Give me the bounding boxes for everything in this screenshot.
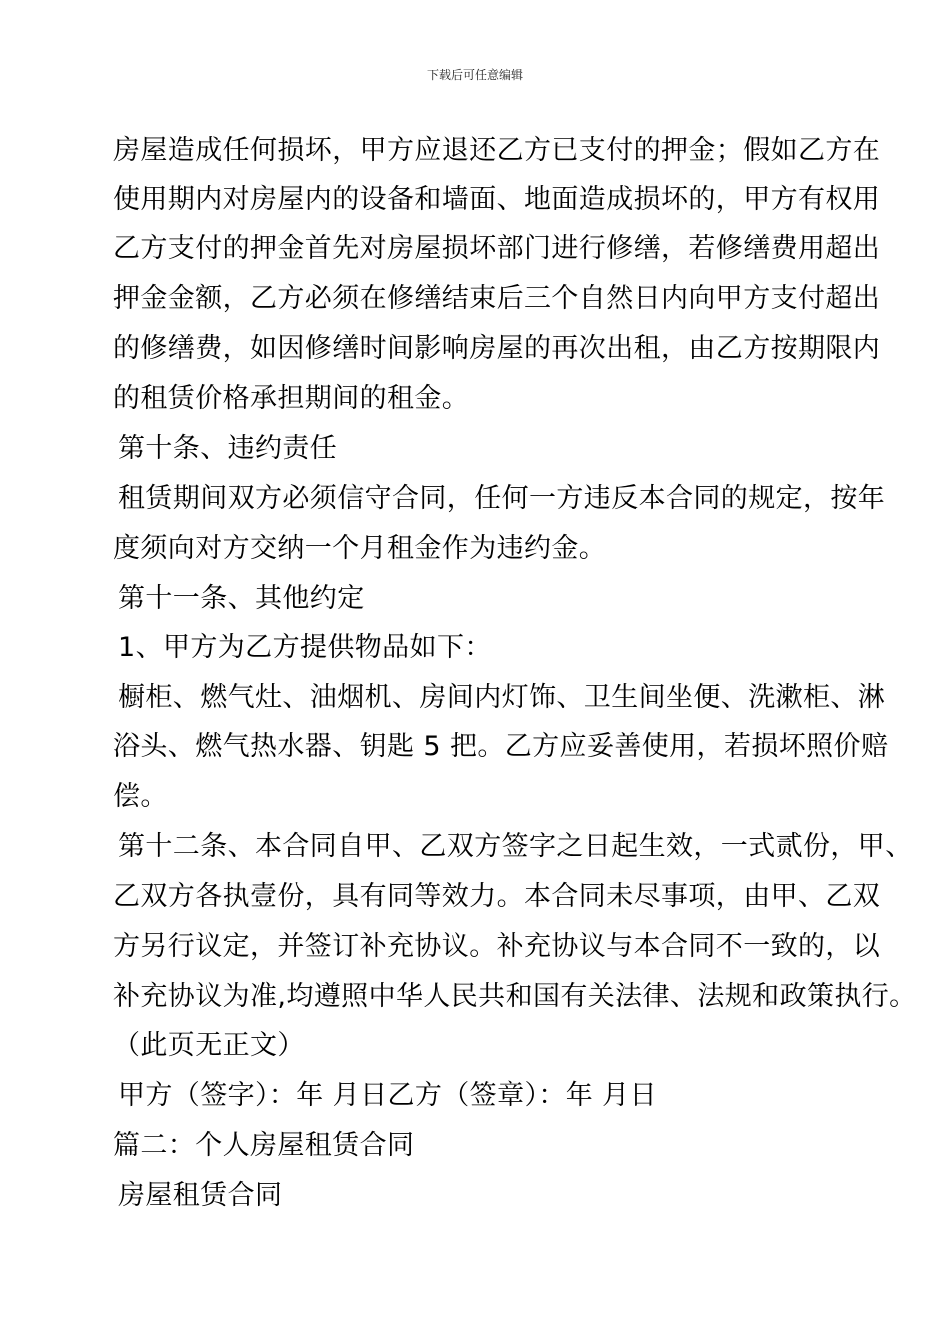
page-header: 下载后可任意编辑 (426, 68, 523, 82)
body-line: 使用期内对房屋内的设备和墙面、地面造成损坏的，甲方有权用 (113, 184, 881, 215)
body-line: 租赁期间双方必须信守合同，任何一方违反本合同的规定，按年 (118, 483, 886, 514)
body-line: 补充协议为准,均遵照中华人民共和国有关法律、法规和政策执行。 (113, 981, 917, 1012)
body-line: 押金金额，乙方必须在修缮结束后三个自然日内向甲方支付超出 (113, 283, 881, 314)
body-line: 方另行议定，并签订补充协议。补充协议与本合同不一致的，以 (113, 931, 881, 962)
document-title: 房屋租赁合同 (118, 1180, 283, 1211)
signature-line: 甲方（签字）：年 月日乙方（签章）：年 月日 (118, 1080, 657, 1111)
body-line: （此页无正文） (113, 1030, 305, 1061)
body-line: 的修缮费，如因修缮时间影响房屋的再次出租，由乙方按期限内 (113, 333, 881, 364)
article-heading: 第十条、违约责任 (118, 433, 338, 464)
section-title: 篇二：个人房屋租赁合同 (113, 1130, 415, 1161)
body-line: 乙方支付的押金首先对房屋损坏部门进行修缮，若修缮费用超出 (113, 233, 881, 264)
body-line: 度须向对方交纳一个月租金作为违约金。 (113, 533, 607, 564)
body-line: 房屋造成任何损坏，甲方应退还乙方已支付的押金；假如乙方在 (113, 135, 881, 166)
body-line: 的租赁价格承担期间的租金。 (113, 383, 470, 414)
body-line: 1、甲方为乙方提供物品如下： (118, 632, 492, 663)
body-line: 橱柜、燃气灶、油烟机、房间内灯饰、卫生间坐便、洗漱柜、淋 (118, 682, 886, 713)
body-line: 偿。 (113, 781, 168, 812)
article-heading: 第十一条、其他约定 (118, 583, 365, 614)
body-line: 浴头、燃气热水器、钥匙 5 把。乙方应妥善使用，若损坏照价赔 (113, 731, 889, 762)
article-heading: 第十二条、本合同自甲、乙双方签字之日起生效，一式贰份，甲、 (118, 831, 913, 862)
body-line: 乙双方各执壹份，具有同等效力。本合同未尽事项，由甲、乙双 (113, 881, 881, 912)
